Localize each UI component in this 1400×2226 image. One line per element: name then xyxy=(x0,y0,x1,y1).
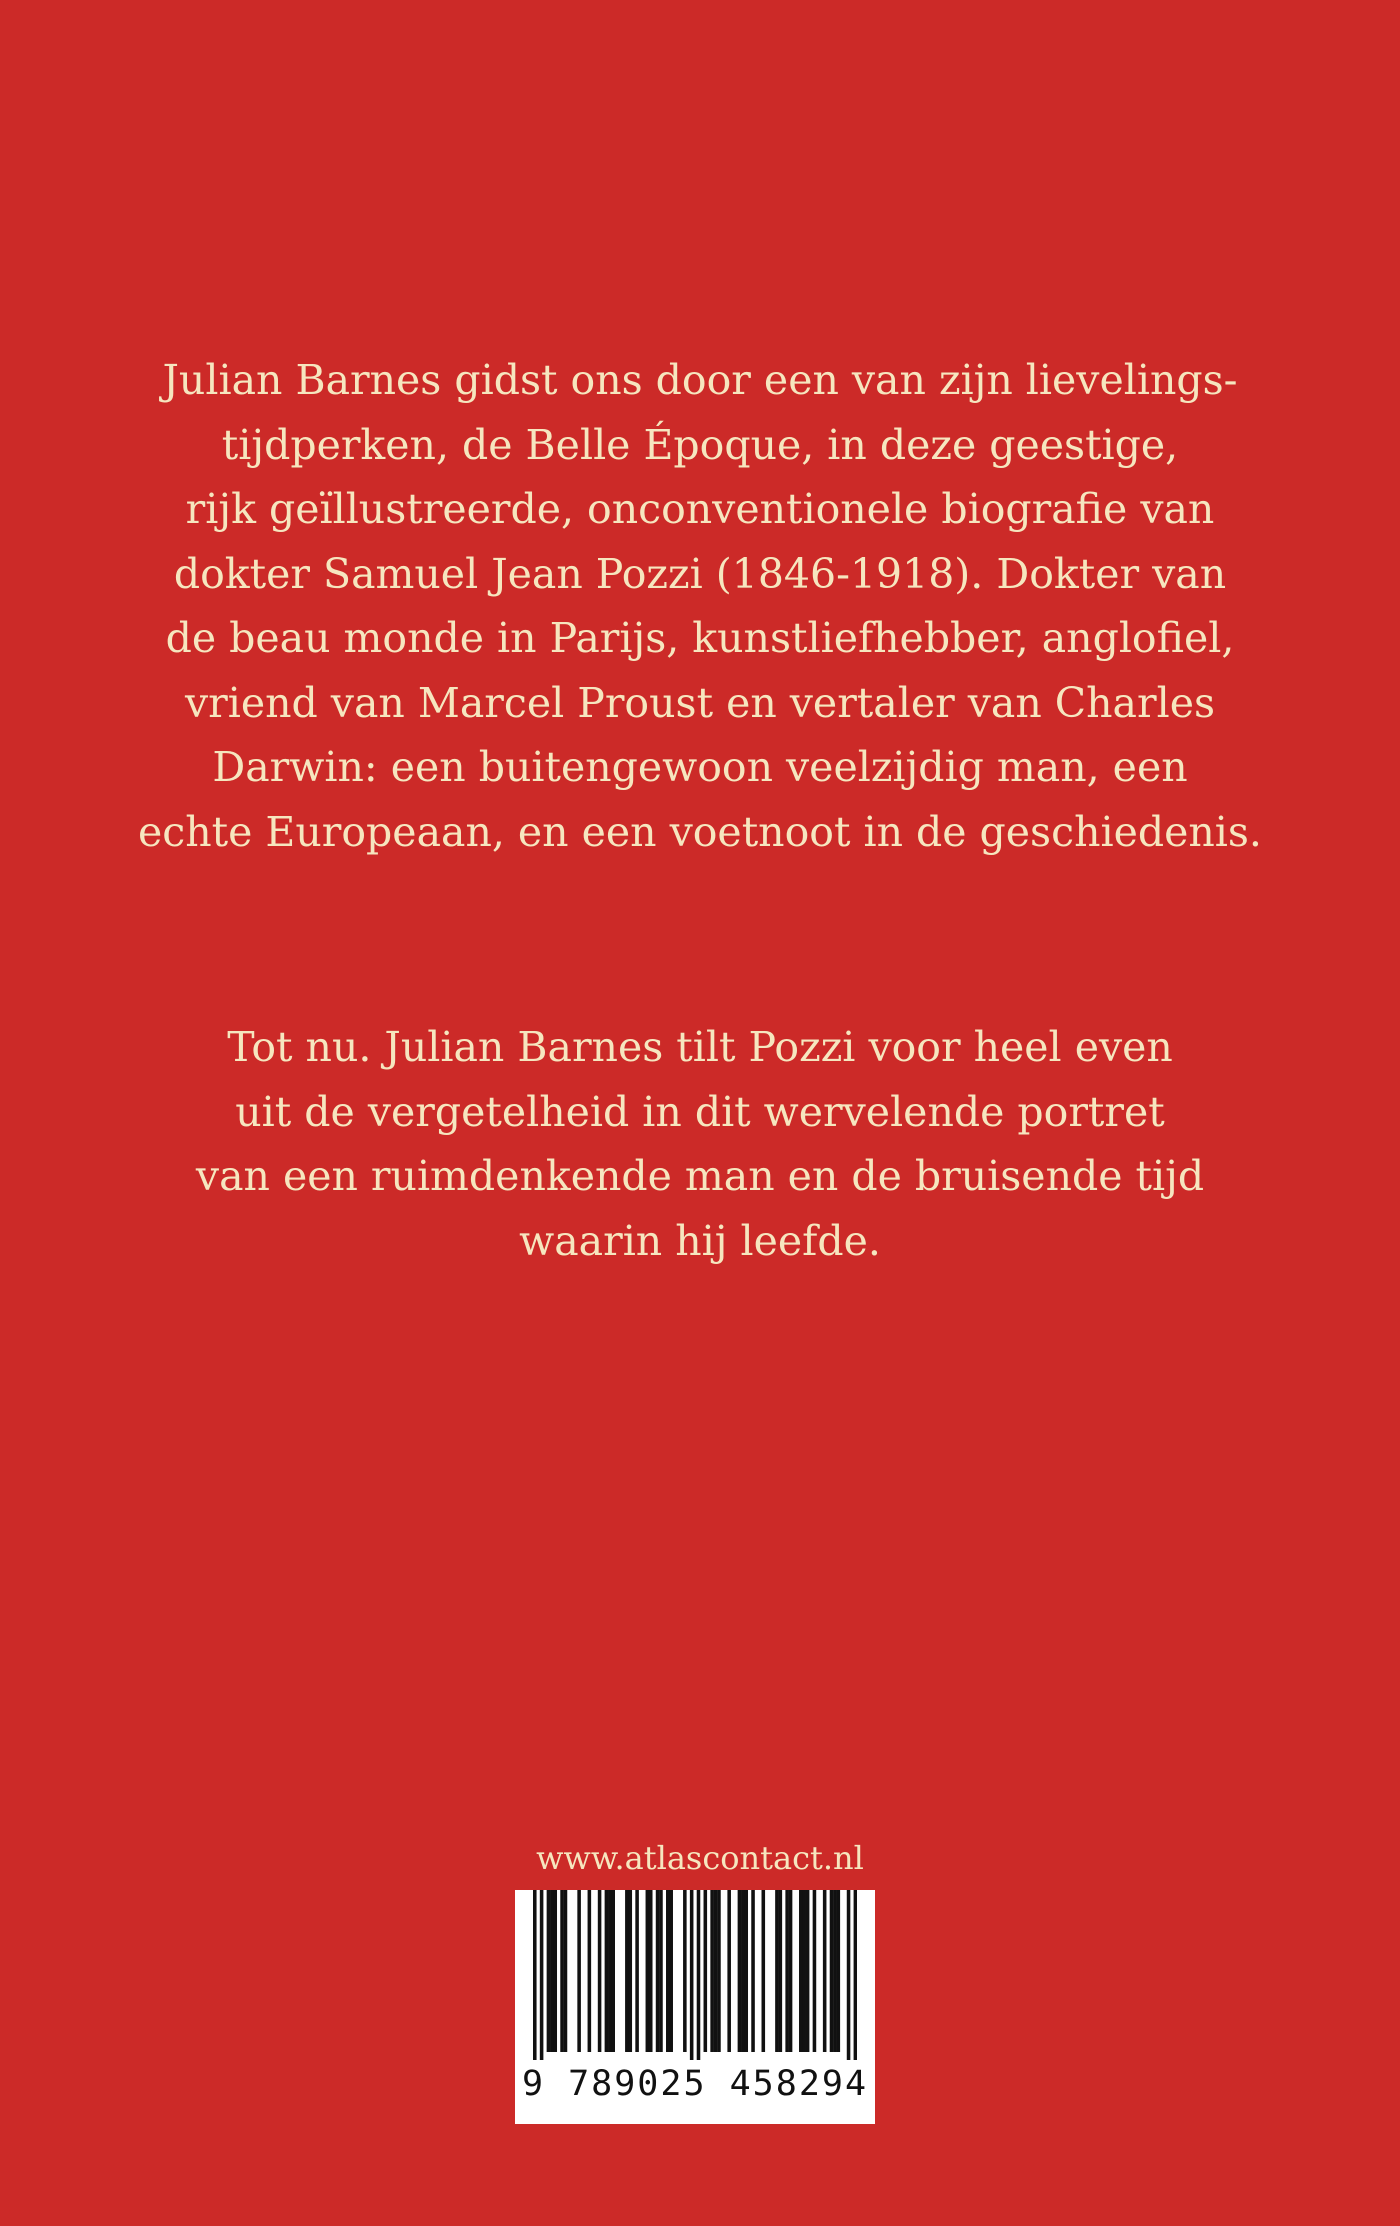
blurb-paragraph-2 xyxy=(80,1015,1320,1273)
barcode-bars xyxy=(533,1890,857,2060)
barcode-guard-bar xyxy=(540,1890,544,2060)
barcode-guard-bar xyxy=(697,1890,701,2060)
barcode-bar xyxy=(656,1890,660,2052)
barcode-bar xyxy=(727,1890,731,2052)
barcode-bar xyxy=(598,1890,602,2052)
blurb-line: Julian Barnes gidst ons door een van zijn lievelings- xyxy=(162,356,1238,404)
barcode-bar xyxy=(802,1890,806,2052)
blurb-line: van een ruimdenkende man en de bruisende tijd xyxy=(195,1152,1205,1200)
barcode-bar xyxy=(646,1890,650,2052)
blurb-line: waarin hij leefde. xyxy=(519,1216,881,1265)
barcode-bar xyxy=(669,1890,673,2052)
barcode-bar xyxy=(744,1890,748,2052)
blurb-line: Tot nu. Julian Barnes tilt Pozzi voor heel even xyxy=(227,1023,1173,1071)
barcode-bar xyxy=(833,1890,837,2052)
barcode-bar xyxy=(560,1890,564,2052)
barcode-bar xyxy=(577,1890,581,2052)
blurb-paragraph-1 xyxy=(80,348,1320,864)
barcode-bar xyxy=(751,1890,755,2052)
barcode-bar xyxy=(553,1890,557,2052)
blurb-line: uit de vergetelheid in dit wervelende portret xyxy=(235,1087,1165,1136)
barcode-bar xyxy=(625,1890,629,2052)
blurb-line: echte Europeaan, en een voetnoot in de geschiedenis. xyxy=(138,807,1262,856)
blurb-line: Darwin: een buitengewoon veelzijdig man, een xyxy=(212,743,1188,791)
isbn-barcode xyxy=(515,1890,875,2124)
barcode-bar xyxy=(564,1890,568,2052)
barcode-bar xyxy=(799,1890,803,2052)
publisher-website: www.atlascontact.nl xyxy=(536,1839,864,1877)
barcode-bar xyxy=(779,1890,783,2052)
barcode-bar xyxy=(813,1890,817,2052)
barcode-bar xyxy=(775,1890,779,2052)
barcode-bar xyxy=(710,1890,714,2052)
barcode-guard-bar xyxy=(690,1890,694,2060)
barcode-bar xyxy=(704,1890,708,2052)
barcode-bar xyxy=(683,1890,687,2052)
barcode-bar xyxy=(608,1890,612,2052)
barcode-guard-bar xyxy=(847,1890,851,2060)
barcode-bar xyxy=(738,1890,742,2052)
barcode-bar xyxy=(659,1890,663,2052)
barcode-bar xyxy=(588,1890,592,2052)
blurb-line: tijdperken, de Belle Époque, in deze geestige, xyxy=(221,420,1179,469)
barcode-bar xyxy=(762,1890,766,2052)
blurb-line: de beau monde in Parijs, kunstliefhebber, anglofiel, xyxy=(165,614,1235,662)
isbn-digits: 9 789025 458294 xyxy=(521,2064,869,2104)
barcode-bar xyxy=(837,1890,841,2052)
barcode-bar xyxy=(789,1890,793,2052)
blurb-line: vriend van Marcel Proust en vertaler van Charles xyxy=(184,678,1216,727)
barcode-bar xyxy=(806,1890,810,2052)
barcode-bar xyxy=(550,1890,554,2052)
blurb-line: rijk geïllustreerde, onconventionele biografie van xyxy=(185,485,1215,533)
barcode-bar xyxy=(628,1890,632,2052)
barcode-bar xyxy=(547,1890,551,2052)
barcode-bar xyxy=(823,1890,827,2052)
barcode-bar xyxy=(635,1890,639,2052)
barcode-bar xyxy=(714,1890,718,2052)
barcode-guard-bar xyxy=(854,1890,857,2060)
barcode-bar xyxy=(717,1890,721,2052)
barcode-bar xyxy=(649,1890,653,2052)
barcode-bar xyxy=(741,1890,745,2052)
barcode-guard-bar xyxy=(533,1890,537,2060)
barcode-bar xyxy=(830,1890,834,2052)
barcode-bar xyxy=(605,1890,609,2052)
blurb-line: dokter Samuel Jean Pozzi (1846-1918). Dokter van xyxy=(173,549,1227,598)
barcode-bar xyxy=(785,1890,789,2052)
barcode-bar xyxy=(666,1890,670,2052)
barcode-bar xyxy=(611,1890,615,2052)
